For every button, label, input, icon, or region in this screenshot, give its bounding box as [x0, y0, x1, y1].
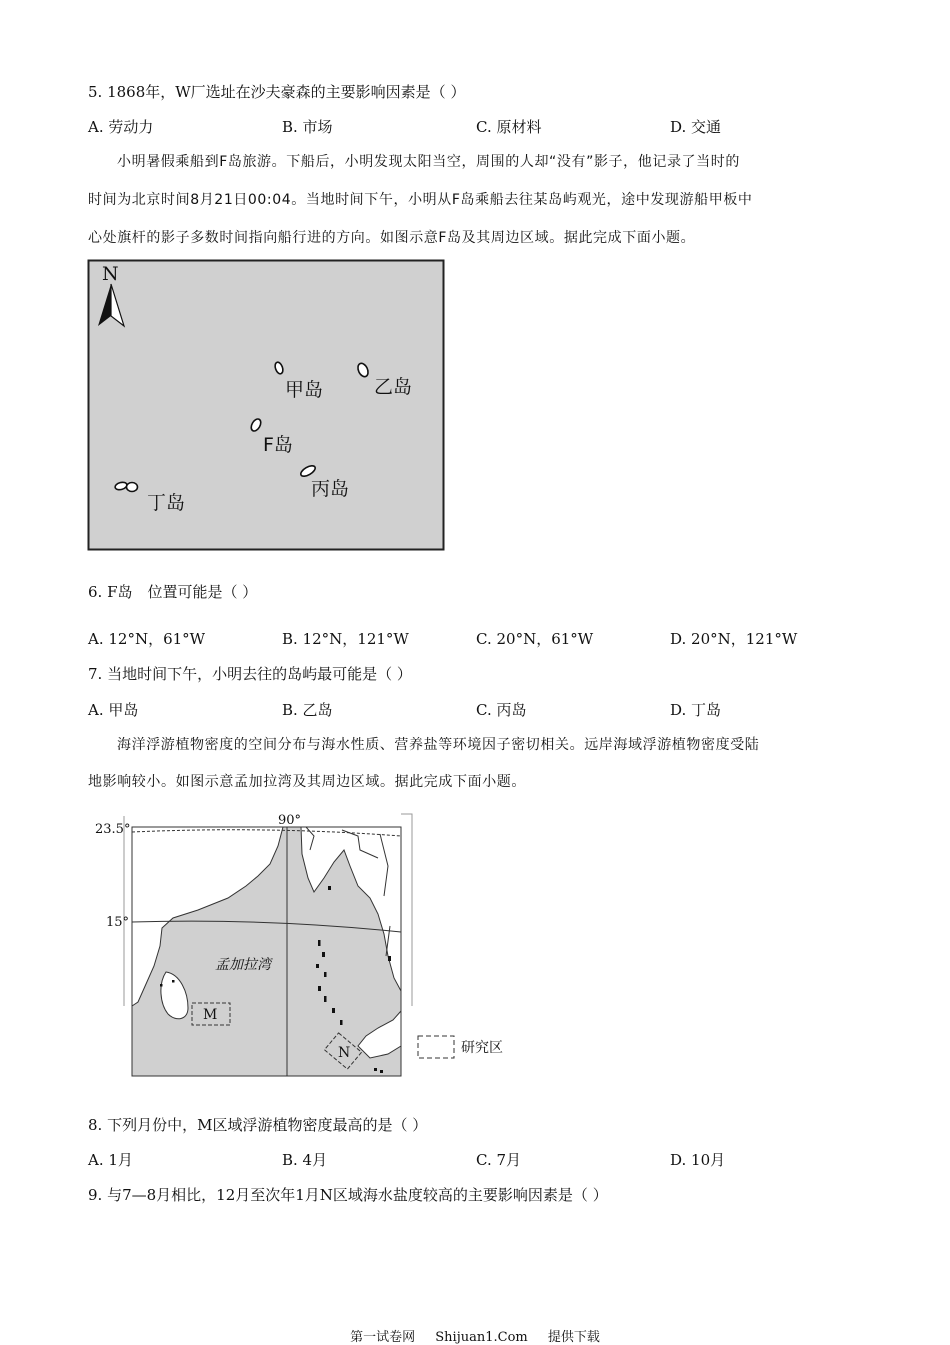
island-f-label: F岛	[263, 434, 293, 456]
q5-option-a: A. 劳动力	[88, 118, 154, 136]
passage1-line2: 时间为北京时间8月21日00:04。当地时间下午，小明从F岛乘船去往某岛屿观光，途中发现游船甲板中	[88, 192, 753, 208]
footer-site-name: 第一试卷网	[350, 1330, 416, 1345]
q6-option-d: D. 20°N，121°W	[670, 630, 798, 648]
q8-option-a: A. 1月	[88, 1151, 133, 1169]
q7-option-d: D. 丁岛	[670, 701, 722, 719]
q6-option-a: A. 12°N，61°W	[88, 630, 206, 648]
footer-site-url[interactable]: Shijuan1.Com	[435, 1330, 528, 1345]
passage1-line3: 心处旗杆的影子多数时间指向船行进的方向。如图示意F岛及其周边区域。据此完成下面小题。	[88, 230, 696, 246]
island-jia-label: 甲岛	[285, 379, 324, 401]
island-yi-label: 乙岛	[374, 376, 413, 398]
island-bing-label: 丙岛	[311, 478, 350, 500]
legend-study-area-label: 研究区	[461, 1040, 503, 1056]
q5-option-c: C. 原材料	[476, 118, 542, 136]
q8-stem: 8. 下列月份中，M区域浮游植物密度最高的是（ ）	[88, 1116, 428, 1134]
study-area-m-label: M	[203, 1007, 218, 1023]
north-label: N	[102, 263, 119, 285]
q8-option-b: B. 4月	[282, 1151, 328, 1169]
q7-stem: 7. 当地时间下午，小明去往的岛屿最可能是（ ）	[88, 665, 412, 683]
q5-stem: 5. 1868年，W厂选址在沙夫豪森的主要影响因素是（ ）	[88, 83, 466, 101]
passage2-line2: 地影响较小。如图示意孟加拉湾及其周边区域。据此完成下面小题。	[88, 774, 526, 790]
longitude-label: 90°	[278, 813, 302, 828]
study-area-n-label: N	[338, 1045, 351, 1061]
q9-stem: 9. 与7—8月相比，12月至次年1月N区域海水盐度较高的主要影响因素是（ ）	[88, 1186, 608, 1204]
bay-of-bengal-label: 孟加拉湾	[215, 957, 271, 973]
footer-download-text: 提供下载	[547, 1330, 600, 1345]
island-map	[87, 259, 445, 551]
latitude-label-15: 15°	[106, 915, 130, 930]
latitude-label-tropic: 23.5°	[95, 822, 131, 837]
island-ding-label: 丁岛	[147, 492, 186, 514]
q6-stem: 6. F岛 位置可能是（ ）	[88, 583, 258, 601]
map-sea-background	[89, 261, 444, 550]
passage1-line1: 小明暑假乘船到F岛旅游。下船后，小明发现太阳当空，周围的人却“没有”影子，他记录了当时的	[117, 154, 740, 170]
q5-option-b: B. 市场	[282, 118, 333, 136]
q5-option-d: D. 交通	[670, 118, 722, 136]
legend-study-area-swatch	[418, 1036, 454, 1058]
q6-option-c: C. 20°N，61°W	[476, 630, 594, 648]
q6-option-b: B. 12°N，121°W	[282, 630, 409, 648]
page-footer	[0, 1326, 950, 1345]
q8-option-c: C. 7月	[476, 1151, 522, 1169]
q7-option-b: B. 乙岛	[282, 701, 333, 719]
q8-option-d: D. 10月	[670, 1151, 726, 1169]
q7-option-a: A. 甲岛	[88, 701, 139, 719]
passage2-line1: 海洋浮游植物密度的空间分布与海水性质、营养盐等环境因子密切相关。远岸海域浮游植物密度受陆	[117, 737, 760, 753]
q7-option-c: C. 丙岛	[476, 701, 527, 719]
bay-of-bengal-map	[88, 806, 528, 1082]
